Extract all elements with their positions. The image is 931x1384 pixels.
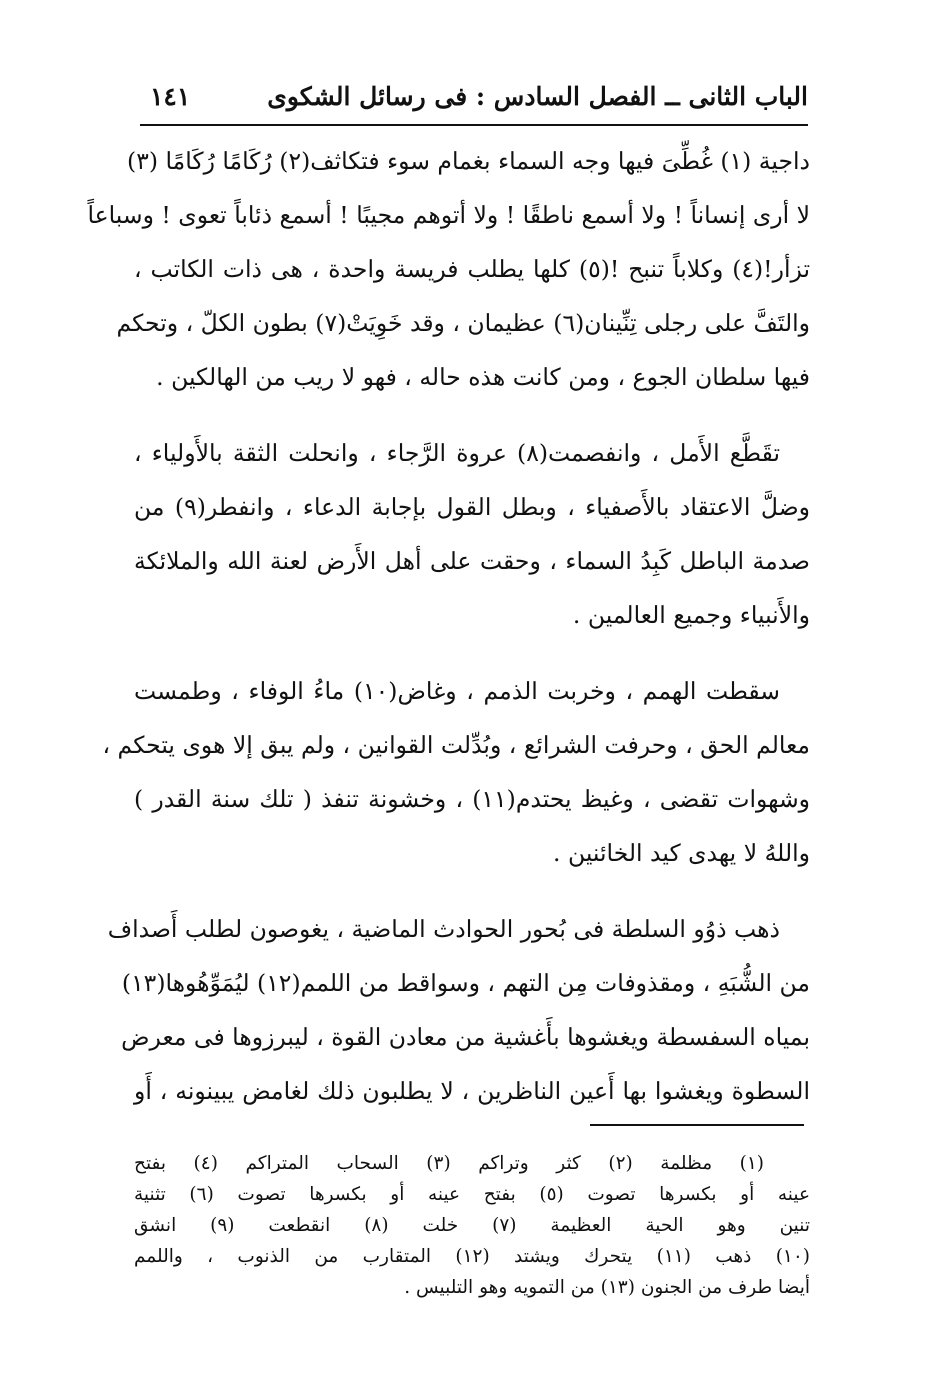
text-line: ذهب ذوُو السلطة فى بُحور الحوادث الماضية ، يغوصون لطلب أَصداف — [107, 915, 780, 943]
text-line: فيها سلطان الجوع ، ومن كانت هذه حاله ، فهو لا ريب من الهالكين . — [156, 363, 810, 391]
text-line: داجية (١) غُطِّىَ فيها وجه السماء بغمام سوء فتكاثف(٢) رُكَامًا رُكَامًا (٣) — [127, 147, 810, 175]
paragraph-3 — [102, 664, 810, 880]
text-line: معالم الحق ، وحرفت الشرائع ، وبُدِّلت القوانين ، ولم يبق إلا هوى يتحكم ، — [102, 731, 810, 759]
text-line: والأَنبياء وجميع العالمين . — [572, 601, 810, 629]
running-header — [140, 78, 808, 122]
text-line: واللهُ لا يهدى كيد الخائنين . — [553, 839, 810, 867]
footnote-line: (١) مظلمة (٢) كثر وتراكم (٣) السحاب المتراكم (٤) بفتح — [134, 1153, 765, 1174]
text-line: تقَطَّع الأَمل ، وانفصمت(٨) عروة الرَّجاء ، وانحلت الثقة بالأَولياء ، — [134, 439, 780, 467]
footnote-line: أيضا طرف من الجنون (١٣) من التمويه وهو التلبيس . — [404, 1277, 810, 1298]
paragraph-2 — [134, 426, 810, 642]
body-text — [87, 134, 810, 1118]
page-number: ١٤١ — [150, 82, 191, 111]
chapter-title: الباب الثانى ــ الفصل السادس : فى رسائل الشكوى — [267, 82, 808, 111]
text-line: والتَفَّ على رجلى تِنِّينان(٦) عظيمان ، وقد خَوِيَتْ(٧) بطون الكلّ ، وتحكم — [116, 309, 810, 337]
paragraph-4 — [107, 902, 810, 1118]
header-rule — [140, 124, 808, 126]
footnote-line: عينه أو بكسرها تصوت (٥) بفتح عينه أو بكسرها تصوت (٦) تثنية — [134, 1184, 810, 1205]
footnotes — [134, 1148, 810, 1303]
footnote-line: تنين وهو الحية العظيمة (٧) خلت (٨) انقطعت (٩) انشق — [134, 1215, 810, 1236]
text-line: تزأر!(٤) وكلاباً تنبح !(٥) كلها يطلب فريسة واحدة ، هى ذات الكاتب ، — [134, 255, 810, 283]
footnote-rule — [590, 1124, 804, 1126]
paragraph-1 — [87, 134, 810, 404]
footnote-line: (١٠) ذهب (١١) يتحرك ويشتد (١٢) المتقارب من الذنوب ، واللمم — [134, 1246, 811, 1267]
text-line: من الشُّبَهِ ، ومقذوفات مِن التهم ، وسواقط من اللمم(١٢) ليُمَوِّهُوها(١٣) — [121, 969, 810, 997]
text-line: سقطت الهمم ، وخربت الذمم ، وغاض(١٠) ماءُ الوفاء ، وطمست — [134, 677, 780, 705]
text-line: وضلَّ الاعتقاد بالأَصفياء ، وبطل القول بإجابة الدعاء ، وانفطر(٩) من — [134, 493, 810, 521]
text-line: لا أرى إنساناً ! ولا أسمع ناطقًا ! ولا أتوهم مجيبًا ! أسمع ذئاباً تعوى ! وسباعاً — [87, 201, 810, 229]
text-line: بمياه السفسطة ويغشوها بأَغشية من معادن القوة ، ليبرزوها فى معرض — [121, 1023, 810, 1051]
text-line: السطوة ويغشوا بها أَعين الناظرين ، لا يطلبون ذلك لغامض يبينونه ، أَو — [134, 1077, 810, 1105]
text-line: صدمة الباطل كَبِدُ السماء ، وحقت على أهل الأَرض لعنة الله والملائكة — [134, 547, 810, 575]
text-line: وشهوات تقضى ، وغيظ يحتدم(١١) ، وخشونة تنفذ ( تلك سنة القدر ) — [134, 785, 810, 813]
